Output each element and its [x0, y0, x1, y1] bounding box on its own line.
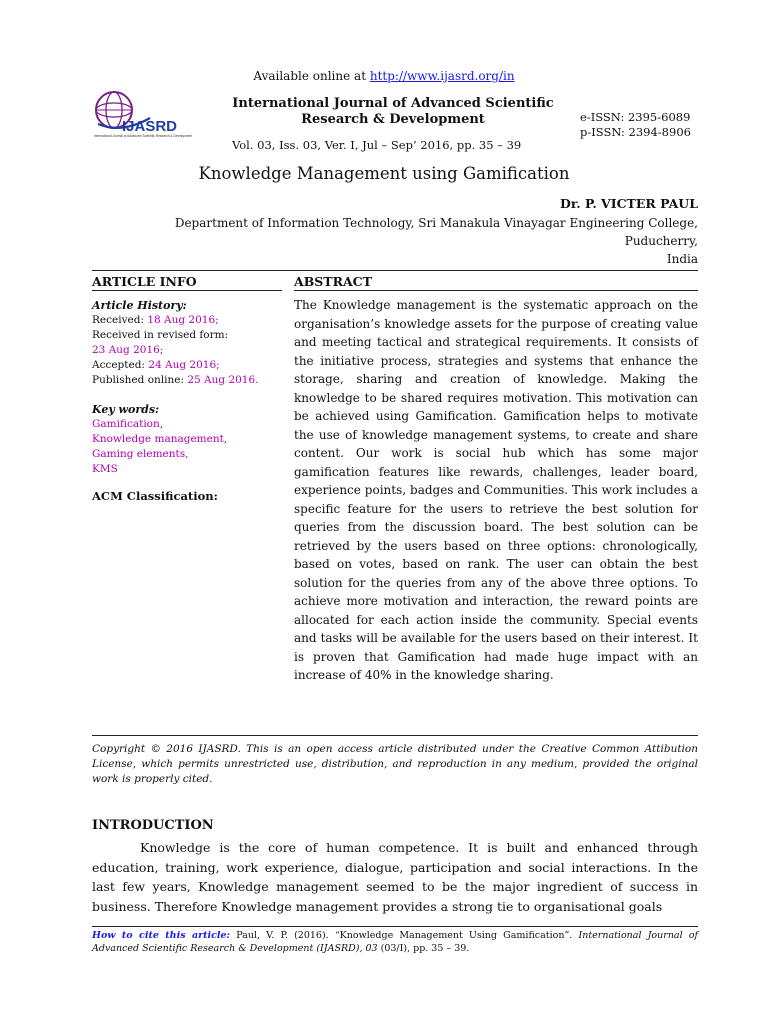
svg-text:International Journal of Advan: International Journal of Advanced Scientific Research & Development	[94, 134, 193, 138]
divider	[92, 735, 698, 736]
journal-url-link[interactable]: http://www.ijasrd.org/in	[369, 69, 515, 83]
article-info-heading: ARTICLE INFO	[92, 274, 197, 289]
article-info-panel	[92, 298, 282, 504]
introduction-heading: INTRODUCTION	[92, 818, 214, 833]
journal-name: International Journal of Advanced Scientific Research & Development	[232, 96, 554, 127]
author-affiliation: Department of Information Technology, Sri Manakula Vinayagar Engineering College, Puducherry, India	[174, 216, 698, 266]
article-title: Knowledge Management using Gamification	[198, 164, 570, 183]
acm-classification-heading: ACM Classification:	[92, 489, 218, 503]
keyword: Knowledge management,	[92, 433, 228, 445]
abstract-heading: ABSTRACT	[294, 274, 372, 289]
introduction-text: Knowledge is the core of human competence. It is built and enhanced through education, training, work experience, dialogue, participation and social interactions. In the last few years, Knowledge management seemed to be the major ingredient of success in business. Therefore Knowledge management provides a strong tie to organisational goals	[92, 840, 698, 914]
citation-footer: How to cite this article: Paul, V. P. (2016). “Knowledge Management Using Gamification”. International Journal of Advanced Scientific Research & Development (IJASRD), 03 (03/I), pp. 35 – 39.	[92, 930, 698, 954]
keyword: KMS	[92, 463, 118, 475]
copyright-notice: Copyright © 2016 IJASRD. This is an open access article distributed under the Creative Common Attibution License, which permits unrestricted use, distribution, and reproduction in any medium, provided the original work is properly cited.	[92, 743, 698, 785]
abstract-text: The Knowledge management is the systematic approach on the organisation’s knowledge assets for the purpose of creating value and meeting tactical and strategical requirements. It consists of the initiative process, strategies and systems that enhance the storage, sharing and creation of knowledge. Making the knowledge to be shared requires motivation. This motivation can be achieved using Gamification. Gamification helps to motivate the use of knowledge management systems, to create and share content. Our work is social hub which has some major gamification features like rewards, challenges, leader board, experience points, badges and Communities. This work includes a specific feature for the users to retrieve the best solution for queries from the discussion board. The best solution can be retrieved by the users based on three options: chronologically, based on votes, based on rank. The user can obtain the best solution for the queries from any of the above three options. To achieve more motivation and interaction, the reward points are allocated for each action inside the community. Special events and tasks will be available for the users based on their interest. It is proven that Gamification had made huge impact with an increase of 40% in the knowledge sharing.	[294, 298, 698, 682]
keyword: Gaming elements,	[92, 448, 189, 460]
divider	[92, 926, 698, 927]
logo-globe-icon	[92, 88, 207, 138]
revised-date: 23 Aug 2016;	[92, 344, 164, 356]
journal-logo	[92, 88, 207, 138]
revised-label: Received in revised form:	[92, 329, 229, 341]
issn-block	[580, 110, 691, 140]
keyword: Gamification,	[92, 418, 164, 430]
eissn: e-ISSN: 2395-6089	[580, 110, 691, 124]
svg-text:IJASRD: IJASRD	[122, 118, 178, 135]
accepted-line: Accepted: 24 Aug 2016;	[92, 359, 220, 371]
volume-info: Vol. 03, Iss. 03, Ver. I, Jul – Sep’ 2016, pp. 35 – 39	[232, 138, 522, 152]
keywords-heading: Key words:	[92, 403, 160, 416]
author-name: Dr. P. VICTER PAUL	[560, 196, 698, 211]
divider	[294, 290, 698, 291]
published-line: Published online: 25 Aug 2016.	[92, 374, 259, 386]
pissn: p-ISSN: 2394-8906	[580, 125, 691, 139]
divider	[92, 270, 698, 271]
history-heading: Article History:	[92, 299, 187, 312]
citation-label: How to cite this article:	[92, 930, 231, 941]
divider	[92, 290, 282, 291]
received-line: Received: 18 Aug 2016;	[92, 314, 219, 326]
availability-line: Available online at http://www.ijasrd.org/in	[253, 69, 515, 83]
